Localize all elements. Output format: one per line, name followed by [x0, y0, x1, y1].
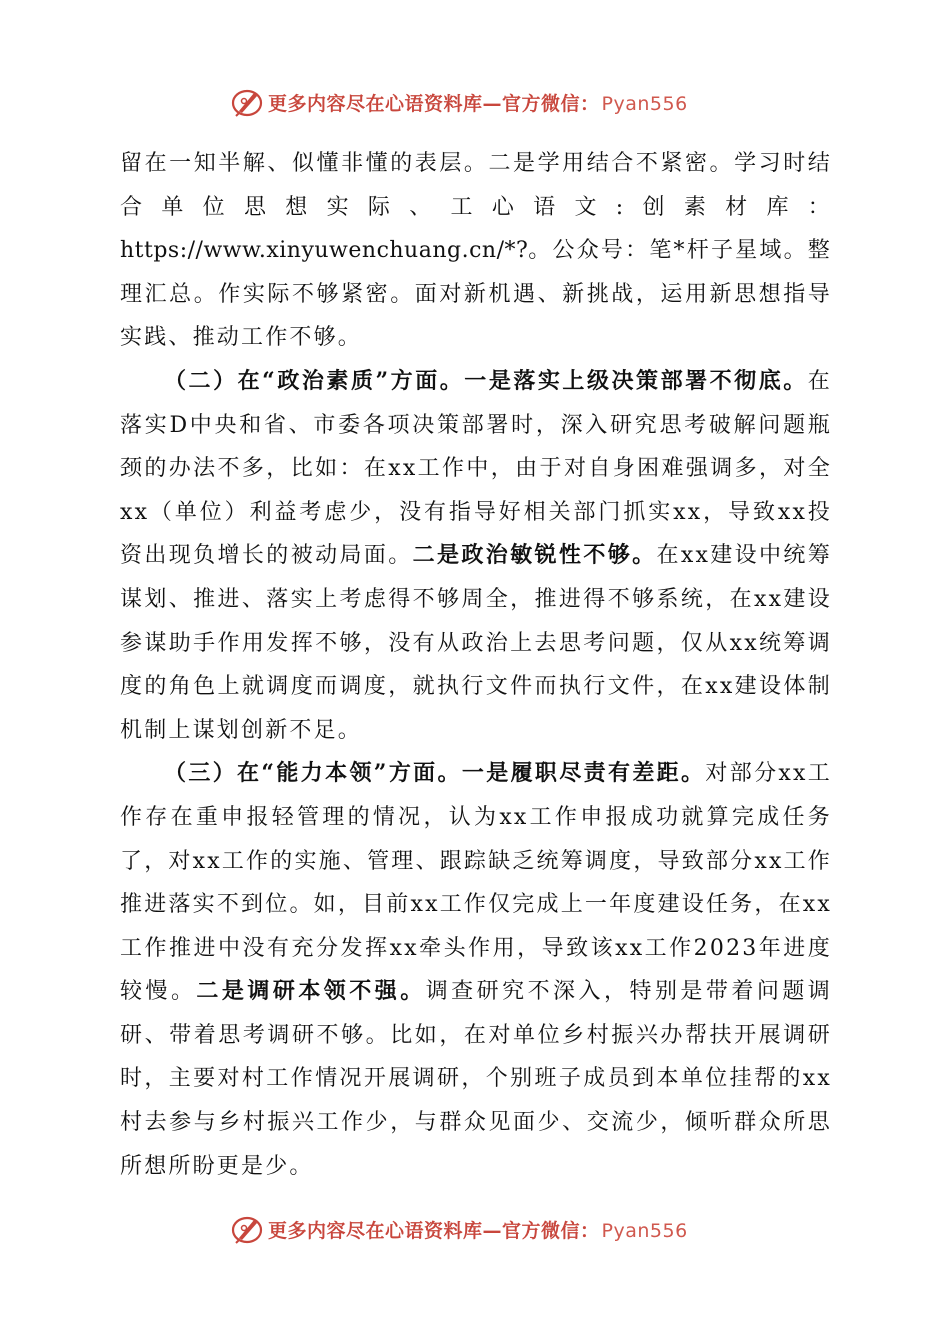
pen-logo-icon: [230, 85, 264, 119]
wechat-id: Pyan556: [601, 92, 688, 115]
subheading-political-sensitivity: 二是政治敏锐性不够。: [412, 542, 657, 569]
header-watermark: [230, 82, 688, 122]
pen-logo-icon: [230, 1212, 264, 1246]
paragraph-3: （三）在“能力本领”方面。一是履职尽责有差距。对部分xx工作存在重申报轻管理的情况，认为xx工作申报成功就算完成任务了，对xx工作的实施、管理、跟踪缺乏统筹调度，导致部分xx工作推进落实不到位。如，目前xx工作仅完成上一年度建设任务，在xx工作推进中没有充分发挥xx牵头作用，导致该xx工作2023年进度较慢。二是调研本领不强。调查研究不深入，特别是带着问题调研、带着思考调研不够。比如，在对单位乡村振兴办帮扶开展调研时，主要对村工作情况开展调研，个别班子成员到本单位挂帮的xx村去参与乡村振兴工作少，与群众见面少、交流少，倾听群众所思所想所盼更是少。: [120, 760, 832, 1179]
document-body: [120, 142, 832, 1188]
subheading-research-ability: 二是调研本领不强。: [196, 978, 426, 1005]
heading-political-quality: （二）在“政治素质”方面。一是落实上级决策部署不彻底。: [164, 367, 808, 394]
footer-watermark: [230, 1209, 688, 1249]
paragraph-2: （二）在“政治素质”方面。一是落实上级决策部署不彻底。在落实D中央和省、市委各项决策部署时，深入研究思考破解问题瓶颈的办法不多，比如：在xx工作中，由于对自身困难强调多，对全xx（单位）利益考虑少，没有指导好相关部门抓实xx，导致xx投资出现负增长的被动局面。二是政治敏锐性不够。在xx建设中统筹谋划、推进、落实上考虑得不够周全，推进得不够系统，在xx建设参谋助手作用发挥不够，没有从政治上去思考问题，仅从xx统筹调度的角色上就调度而调度，就执行文件而执行文件，在xx建设体制机制上谋划创新不足。: [120, 367, 832, 743]
paragraph-1: 留在一知半解、似懂非懂的表层。二是学用结合不紧密。学习时结合单位思想实际、工心语文:创素材库：https://www.xinyuwenchuang.cn/*?。公众号：笔*杆子星域。整理汇总。作实际不够紧密。面对新机遇、新挑战，运用新思想指导实践、推动工作不够。: [120, 151, 832, 351]
watermark-text: 更多内容尽在心语资料库—官方微信： Pyan556: [268, 1219, 688, 1242]
url-text: https://www.xinyuwenchuang.cn/*?: [120, 238, 529, 264]
wechat-id: Pyan556: [601, 1219, 688, 1242]
watermark-text: 更多内容尽在心语资料库—官方微信： Pyan556: [268, 92, 688, 115]
heading-ability: （三）在“能力本领”方面。一是履职尽责有差距。: [164, 760, 706, 787]
